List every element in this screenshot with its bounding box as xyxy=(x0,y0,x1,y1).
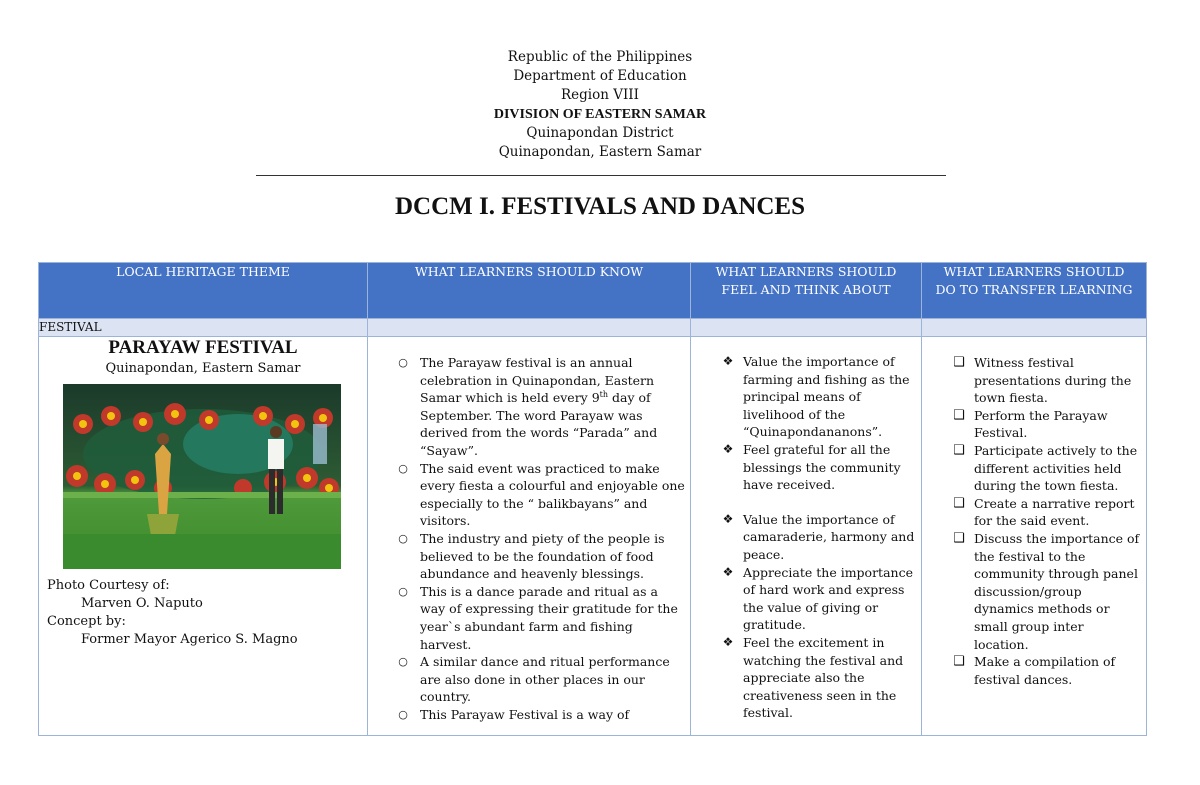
section-empty-cell xyxy=(368,319,691,337)
list-item xyxy=(952,354,1140,407)
hollow-circle-icon: ○ xyxy=(398,655,408,669)
document-header xyxy=(0,48,1200,162)
checkbox-icon: ❑ xyxy=(953,530,965,546)
checkbox-icon: ❑ xyxy=(953,495,965,511)
list-item xyxy=(721,353,917,441)
concept-label: Concept by: xyxy=(47,614,126,629)
list-item xyxy=(721,511,917,564)
header-department: Department of Education xyxy=(513,68,687,84)
list-item xyxy=(952,653,1140,688)
know-item-1: The Parayaw festival is an annual celebration in Quinapondan, Eastern Samar which is held every 9th day of September. The word Parayaw was derived from the words “Parada” and “Sayaw”. xyxy=(420,355,658,458)
festival-subtitle: Quinapondan, Eastern Samar xyxy=(105,361,301,376)
header-feel xyxy=(691,263,922,319)
section-label: FESTIVAL xyxy=(39,319,368,337)
header-theme: LOCAL HERITAGE THEME xyxy=(39,263,368,319)
list-item xyxy=(396,583,686,653)
header-do-label: WHAT LEARNERS SHOULD DO TO TRANSFER LEARNING xyxy=(935,264,1133,297)
hollow-circle-icon: ○ xyxy=(398,707,408,721)
list-item xyxy=(952,530,1140,653)
list-item xyxy=(396,460,686,530)
do-item-1: Witness festival presentations during the town fiesta. xyxy=(974,355,1132,406)
feel-list xyxy=(721,353,917,722)
list-item xyxy=(721,564,917,634)
header-feel-label: WHAT LEARNERS SHOULD FEEL AND THINK ABOUT xyxy=(715,264,897,297)
hollow-circle-icon: ○ xyxy=(398,531,408,545)
hollow-circle-icon: ○ xyxy=(398,584,408,598)
concept-author: Former Mayor Agerico S. Magno xyxy=(81,632,298,647)
curriculum-table xyxy=(38,262,1147,736)
photographer-name: Marven O. Naputo xyxy=(81,596,203,611)
know-item-2: The said event was practiced to make every fiesta a colourful and enjoyable one especially to the “ balikbayans” and visitors. xyxy=(420,460,685,529)
do-item-4: Create a narrative report for the said event. xyxy=(974,495,1135,529)
diamond-dots-icon: ❖ xyxy=(722,441,734,456)
list-item xyxy=(721,441,917,494)
hollow-circle-icon: ○ xyxy=(398,356,408,369)
know-cell xyxy=(368,337,691,736)
know-item-3: The industry and piety of the people is believed to be the foundation of food abundance and heavenly blessings. xyxy=(420,530,665,582)
do-item-2: Perform the Parayaw Festival. xyxy=(974,407,1108,441)
photo-credits xyxy=(47,577,367,649)
checkbox-icon: ❑ xyxy=(953,407,965,423)
section-row xyxy=(39,319,1147,337)
feel-cell xyxy=(691,337,922,736)
table-body-row xyxy=(39,337,1147,736)
checkbox-icon: ❑ xyxy=(953,654,965,670)
list-item xyxy=(952,495,1140,530)
header-do xyxy=(922,263,1147,319)
header-know: WHAT LEARNERS SHOULD KNOW xyxy=(368,263,691,319)
do-item-3: Participate actively to the different activities held during the town fiesta. xyxy=(974,442,1138,494)
hollow-circle-icon: ○ xyxy=(398,461,408,475)
festival-photo xyxy=(63,384,341,569)
diamond-dots-icon: ❖ xyxy=(722,634,734,649)
list-item xyxy=(721,634,917,722)
checkbox-icon: ❑ xyxy=(953,442,965,458)
header-republic: Republic of the Philippines xyxy=(507,49,693,65)
know-list xyxy=(396,354,686,723)
header-location: Quinapondan, Eastern Samar xyxy=(498,144,702,160)
do-item-6: Make a compilation of festival dances. xyxy=(974,654,1116,687)
page-title: DCCM I. FESTIVALS AND DANCES xyxy=(394,193,806,220)
list-item xyxy=(396,354,686,460)
header-divider xyxy=(256,175,946,176)
table-header-row xyxy=(39,263,1147,319)
feel-item-4: Appreciate the importance of hard work and express the value of giving or gratitude. xyxy=(743,564,913,633)
checkbox-icon: ❑ xyxy=(953,355,965,370)
know-item-5: A similar dance and ritual performance are also done in other places in our country. xyxy=(420,654,670,705)
feel-item-3: Value the importance of camaraderie, harmony and peace. xyxy=(743,511,915,562)
feel-item-1: Value the importance of farming and fishing as the principal means of livelihood of the “Quinapondananons”. xyxy=(743,354,910,440)
diamond-dots-icon: ❖ xyxy=(722,511,734,526)
do-item-5: Discuss the importance of the festival to the community through panel discussion/group dynamics methods or small group inter location. xyxy=(974,530,1140,652)
do-list xyxy=(952,354,1140,688)
list-item xyxy=(396,706,686,724)
header-district: Quinapondan District xyxy=(526,125,674,141)
diamond-dots-icon: ❖ xyxy=(722,564,734,579)
photo-courtesy-label: Photo Courtesy of: xyxy=(47,578,170,593)
know-item-6: This Parayaw Festival is a way of xyxy=(420,706,630,722)
know-item-4: This is a dance parade and ritual as a way of expressing their gratitude for the year`s abundant farm and fishing harvest. xyxy=(420,583,678,652)
diamond-dots-icon: ❖ xyxy=(722,354,734,368)
section-empty-cell xyxy=(691,319,922,337)
list-item xyxy=(952,407,1140,442)
list-item xyxy=(396,530,686,583)
feel-item-5: Feel the excitement in watching the festival and appreciate also the creativeness seen in the festival. xyxy=(743,634,904,721)
theme-cell xyxy=(39,337,368,736)
header-region: Region VIII xyxy=(561,87,639,103)
list-item xyxy=(396,653,686,706)
festival-title: PARAYAW FESTIVAL xyxy=(108,337,298,358)
list-item xyxy=(952,442,1140,495)
do-cell xyxy=(922,337,1147,736)
feel-item-2: Feel grateful for all the blessings the community have received. xyxy=(743,441,901,493)
header-division: DIVISION OF EASTERN SAMAR xyxy=(493,107,707,122)
section-empty-cell xyxy=(922,319,1147,337)
